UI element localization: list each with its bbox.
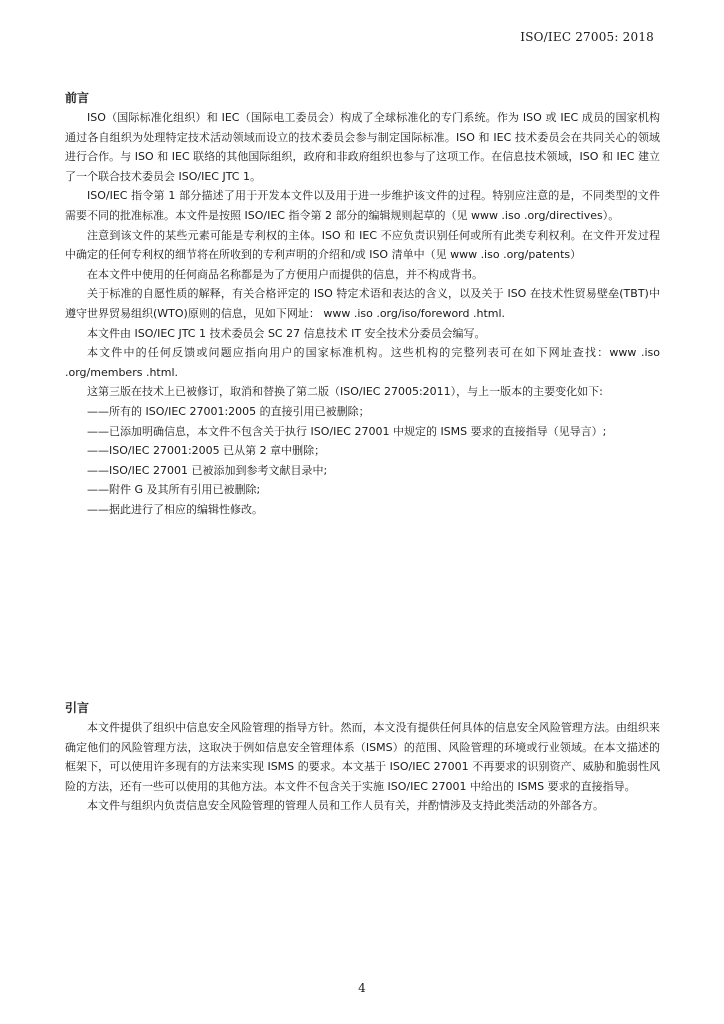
changes-list-item: ——据此进行了相应的编辑性修改。: [87, 502, 263, 516]
foreword-paragraph: 这第三版在技术上已被修订，取消和替换了第二版（ISO/IEC 27005:2011），与上一版本的主要变化如下:: [87, 385, 603, 399]
introduction-section: [65, 698, 660, 816]
introduction-paragraph: 本文件与组织内负责信息安全风险管理的管理人员和工作人员有关，并酌情涉及支持此类活动的外部各方。: [87, 799, 604, 813]
foreword-title: 前言: [65, 91, 90, 105]
foreword-paragraph: ISO（国际标准化组织）和 IEC（国际电工委员会）构成了全球标准化的专门系统。作为 ISO 或 IEC 成员的国家机构通过各自组织为处理特定技术活动领域而设立的技术委员会参与制定国际标准。ISO 和 IEC 技术委员会在共同关心的领域进行合作。与 ISO 和 IEC 联络的其他国际组织，政府和非政府组织也参与了这项工作。在信息技术领域，ISO 和 IEC 建立了一个联合技术委员会 ISO/IEC JTC 1。: [65, 111, 660, 183]
foreword-section: [65, 88, 660, 519]
document-header-standard-id: ISO/IEC 27005: 2018: [520, 30, 654, 44]
introduction-title: 引言: [65, 701, 90, 715]
changes-list-item: ——ISO/IEC 27001 已被添加到参考文献目录中;: [87, 463, 328, 477]
changes-list-item: ——ISO/IEC 27001:2005 已从第 2 章中删除；: [87, 444, 326, 458]
foreword-paragraph: 本文件中的任何反馈或问题应指向用户的国家标准机构。这些机构的完整列表可在如下网址查找：www .iso .org/members .html.: [65, 346, 660, 379]
foreword-paragraph: ISO/IEC 指令第 1 部分描述了用于开发本文件以及用于进一步维护该文件的过程。特别应注意的是，不同类型的文件需要不同的批准标准。本文件是按照 ISO/IEC 指令第 2 部分的编辑规则起草的（见 www .iso .org/directives）。: [65, 189, 660, 222]
foreword-paragraph: 注意到该文件的某些元素可能是专利权的主体。ISO 和 IEC 不应负责识别任何或所有此类专利权利。在文件开发过程中确定的任何专利权的细节将在所收到的专利声明的介绍和/或 ISO 清单中（见 www .iso .org/patents）: [65, 228, 660, 262]
foreword-paragraph: 在本文件中使用的任何商品名称都是为了方便用户而提供的信息，并不构成背书。: [87, 267, 483, 281]
changes-list-item: ——已添加明确信息，本文件不包含关于执行 ISO/IEC 27001 中规定的 ISMS 要求的直接指导（见导言）;: [87, 424, 607, 438]
page-number: 4: [358, 981, 366, 995]
foreword-paragraph: 本文件由 ISO/IEC JTC 1 技术委员会 SC 27 信息技术 IT 安全技术分委员会编写。: [87, 326, 486, 340]
changes-list: [65, 402, 660, 520]
changes-list-item: ——所有的 ISO/IEC 27001:2005 的直接引用已被删除；: [87, 404, 370, 418]
introduction-paragraph: 本文件提供了组织中信息安全风险管理的指导方针。然而，本文没有提供任何具体的信息安全风险管理方法。由组织来确定他们的风险管理方法，这取决于例如信息安全管理体系（ISMS）的范围、风险管理的环境或行业领域。在本文描述的框架下，可以使用许多现有的方法来实现 ISMS 的要求。本文基于 ISO/IEC 27001 不再要求的识别资产、威胁和脆弱性风险的方法，还有一些可以使用的其他方法。本文件不包含关于实施 ISO/IEC 27001 中给出的 ISMS 要求的直接指导。: [65, 721, 660, 793]
changes-list-item: ——附件 G 及其所有引用已被删除;: [87, 483, 261, 497]
foreword-paragraph: 关于标准的自愿性质的解释，有关合格评定的 ISO 特定术语和表达的含义，以及关于 ISO 在技术性贸易壁垒(TBT)中遵守世界贸易组织(WTO)原则的信息，见如下网址： www .iso .org/iso/foreword .html.: [65, 287, 660, 320]
